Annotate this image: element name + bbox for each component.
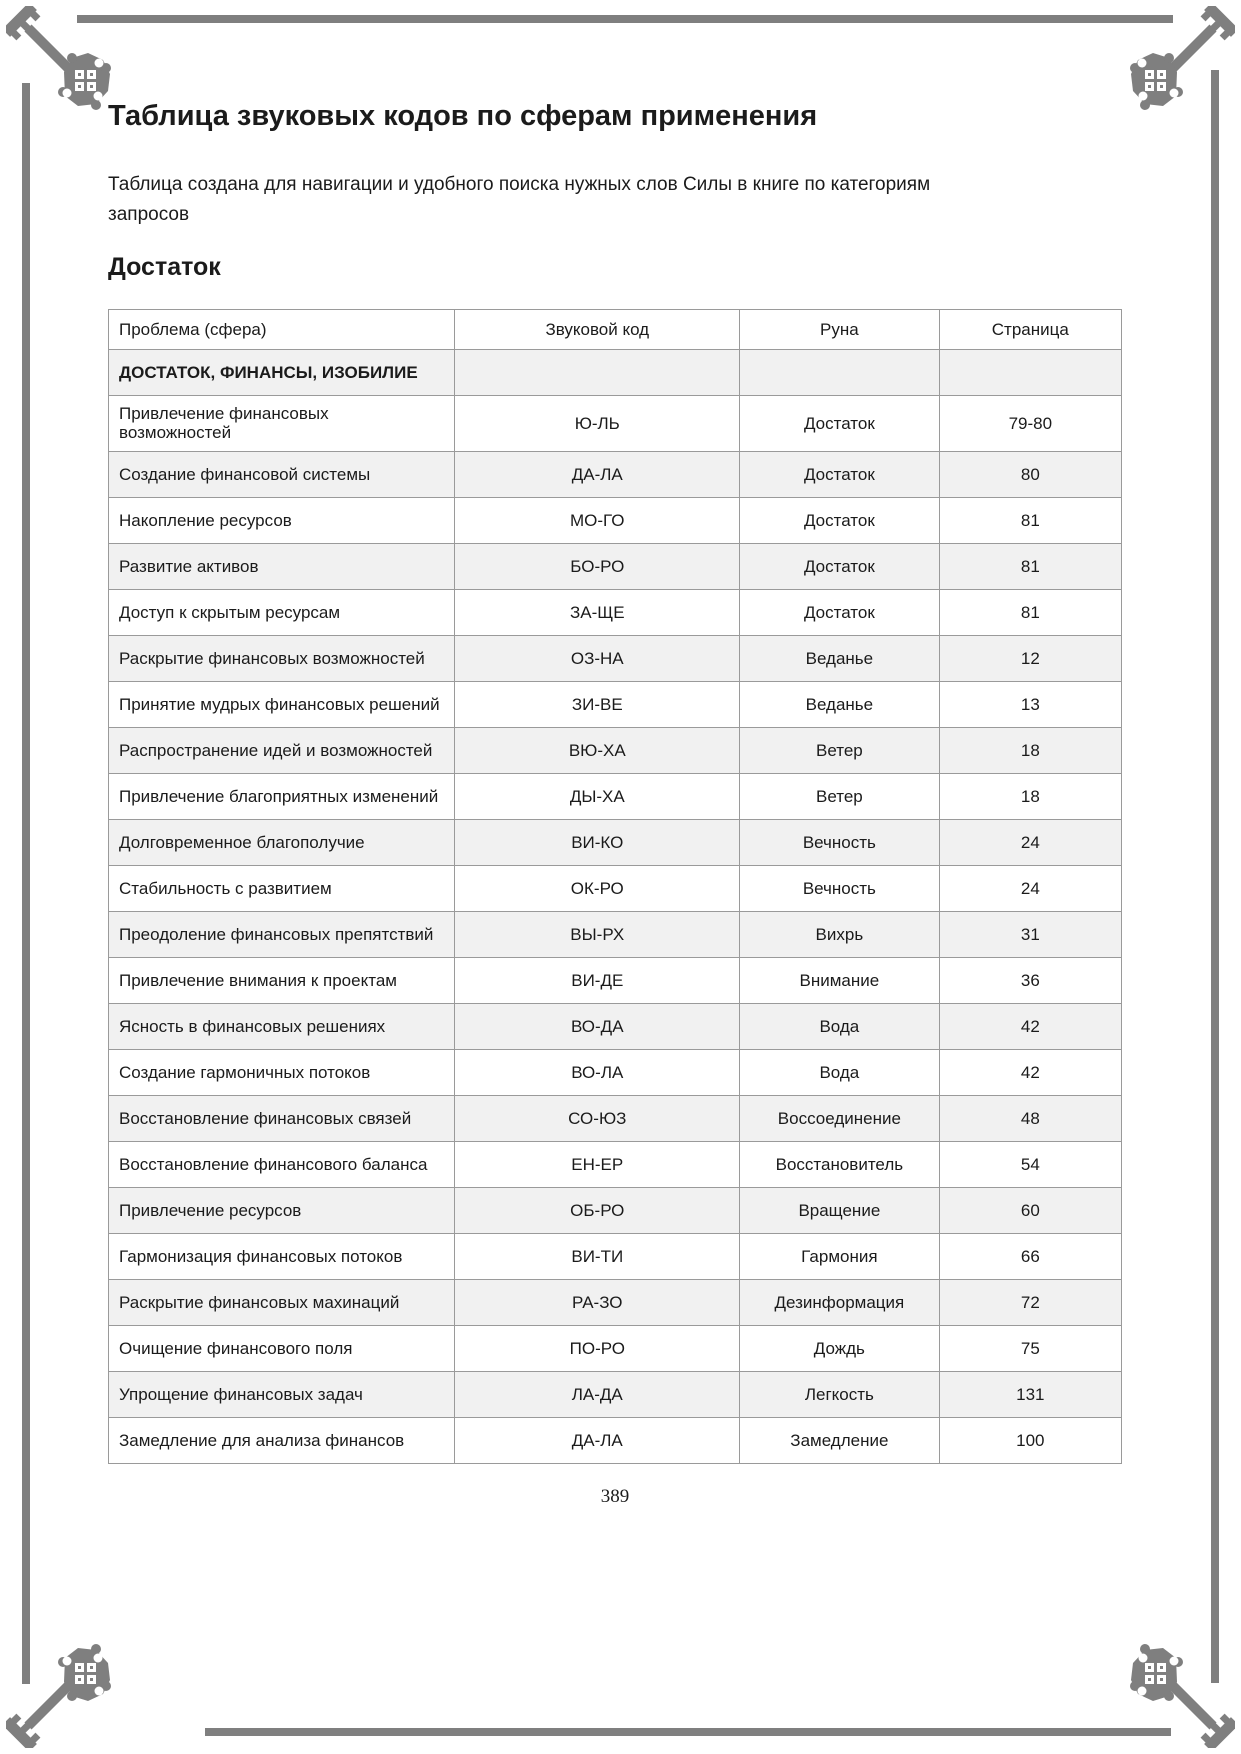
problem-cell: Привлечение ресурсов	[109, 1187, 455, 1233]
table-row	[109, 1003, 1122, 1049]
code-cell: РА-ЗО	[455, 1279, 740, 1325]
problem-cell: Замедление для анализа финансов	[109, 1417, 455, 1463]
page-cell: 131	[939, 1371, 1121, 1417]
code-cell: ВЮ-ХА	[455, 727, 740, 773]
table-row	[109, 865, 1122, 911]
column-header: Проблема (сфера)	[109, 309, 455, 349]
code-cell: ВИ-КО	[455, 819, 740, 865]
problem-cell: Преодоление финансовых препятствий	[109, 911, 455, 957]
page-cell: 72	[939, 1279, 1121, 1325]
table-row	[109, 635, 1122, 681]
code-cell: ЗИ-ВЕ	[455, 681, 740, 727]
code-cell: МО-ГО	[455, 497, 740, 543]
key-ornament-icon	[1115, 1628, 1235, 1748]
rune-cell: Достаток	[740, 589, 940, 635]
problem-cell: Очищение финансового поля	[109, 1325, 455, 1371]
group-header-label: ДОСТАТОК, ФИНАНСЫ, ИЗОБИЛИЕ	[109, 349, 455, 395]
page-cell: 42	[939, 1049, 1121, 1095]
table-row	[109, 497, 1122, 543]
page-cell: 60	[939, 1187, 1121, 1233]
problem-cell: Доступ к скрытым ресурсам	[109, 589, 455, 635]
problem-cell: Принятие мудрых финансовых решений	[109, 681, 455, 727]
code-cell: БО-РО	[455, 543, 740, 589]
page-content	[108, 100, 1122, 1508]
problem-cell: Создание финансовой системы	[109, 451, 455, 497]
table-row	[109, 395, 1122, 451]
page-cell: 13	[939, 681, 1121, 727]
page-cell: 31	[939, 911, 1121, 957]
page-subtitle: Таблица создана для навигации и удобного поиска нужных слов Силы в книге по категориям запросов	[108, 174, 931, 226]
frame-left-bar	[22, 83, 30, 1684]
page-cell: 54	[939, 1141, 1121, 1187]
problem-cell: Ясность в финансовых решениях	[109, 1003, 455, 1049]
table-row	[109, 1279, 1122, 1325]
page-cell: 18	[939, 773, 1121, 819]
table-row	[109, 911, 1122, 957]
problem-cell: Привлечение благоприятных изменений	[109, 773, 455, 819]
page-cell: 80	[939, 451, 1121, 497]
table-row	[109, 681, 1122, 727]
column-header: Звуковой код	[455, 309, 740, 349]
page-cell: 36	[939, 957, 1121, 1003]
problem-cell: Восстановление финансовых связей	[109, 1095, 455, 1141]
problem-cell: Стабильность с развитием	[109, 865, 455, 911]
rune-cell: Веданье	[740, 681, 940, 727]
table-row	[109, 773, 1122, 819]
table-row	[109, 451, 1122, 497]
group-header-empty-cell	[939, 349, 1121, 395]
problem-cell: Упрощение финансовых задач	[109, 1371, 455, 1417]
code-cell: ПО-РО	[455, 1325, 740, 1371]
code-cell: ДА-ЛА	[455, 1417, 740, 1463]
page-cell: 75	[939, 1325, 1121, 1371]
rune-cell: Вечность	[740, 865, 940, 911]
rune-cell: Вечность	[740, 819, 940, 865]
rune-cell: Ветер	[740, 727, 940, 773]
rune-cell: Вода	[740, 1003, 940, 1049]
table-row	[109, 1141, 1122, 1187]
table-row	[109, 589, 1122, 635]
code-cell: ЕН-ЕР	[455, 1141, 740, 1187]
code-cell: ОК-РО	[455, 865, 740, 911]
page-cell: 42	[939, 1003, 1121, 1049]
rune-cell: Гармония	[740, 1233, 940, 1279]
code-cell: ВЫ-РХ	[455, 911, 740, 957]
table-row	[109, 1325, 1122, 1371]
rune-cell: Веданье	[740, 635, 940, 681]
rune-cell: Замедление	[740, 1417, 940, 1463]
problem-cell: Развитие активов	[109, 543, 455, 589]
sound-codes-table	[108, 309, 1122, 1464]
section-heading: Достаток	[108, 253, 221, 282]
problem-cell: Создание гармоничных потоков	[109, 1049, 455, 1095]
problem-cell: Распространение идей и возможностей	[109, 727, 455, 773]
page-cell: 81	[939, 497, 1121, 543]
code-cell: Ю-ЛЬ	[455, 395, 740, 451]
column-header: Руна	[740, 309, 940, 349]
page-title: Таблица звуковых кодов по сферам применения	[108, 100, 818, 132]
page-cell: 18	[939, 727, 1121, 773]
problem-cell: Накопление ресурсов	[109, 497, 455, 543]
rune-cell: Ветер	[740, 773, 940, 819]
code-cell: ВО-ДА	[455, 1003, 740, 1049]
problem-cell: Раскрытие финансовых возможностей	[109, 635, 455, 681]
code-cell: ОЗ-НА	[455, 635, 740, 681]
table-row	[109, 543, 1122, 589]
code-cell: ЗА-ЩЕ	[455, 589, 740, 635]
frame-bottom-bar	[205, 1728, 1171, 1736]
table-header-row	[109, 309, 1122, 349]
code-cell: СО-ЮЗ	[455, 1095, 740, 1141]
code-cell: ВО-ЛА	[455, 1049, 740, 1095]
problem-cell: Восстановление финансового баланса	[109, 1141, 455, 1187]
key-ornament-icon	[6, 1628, 126, 1748]
group-header-row	[109, 349, 1122, 395]
rune-cell: Достаток	[740, 395, 940, 451]
rune-cell: Дезинформация	[740, 1279, 940, 1325]
code-cell: ОБ-РО	[455, 1187, 740, 1233]
page-cell: 79-80	[939, 395, 1121, 451]
rune-cell: Достаток	[740, 497, 940, 543]
page-cell: 100	[939, 1417, 1121, 1463]
table-row	[109, 1371, 1122, 1417]
page-cell: 81	[939, 543, 1121, 589]
code-cell: ДЫ-ХА	[455, 773, 740, 819]
rune-cell: Легкость	[740, 1371, 940, 1417]
problem-cell: Раскрытие финансовых махинаций	[109, 1279, 455, 1325]
table-row	[109, 819, 1122, 865]
problem-cell: Привлечение внимания к проектам	[109, 957, 455, 1003]
table-row	[109, 1233, 1122, 1279]
rune-cell: Воссоединение	[740, 1095, 940, 1141]
rune-cell: Достаток	[740, 451, 940, 497]
rune-cell: Внимание	[740, 957, 940, 1003]
frame-right-bar	[1211, 70, 1219, 1683]
page-cell: 24	[939, 865, 1121, 911]
table-row	[109, 1049, 1122, 1095]
rune-cell: Вращение	[740, 1187, 940, 1233]
table-row	[109, 1187, 1122, 1233]
code-cell: ЛА-ДА	[455, 1371, 740, 1417]
rune-cell: Вода	[740, 1049, 940, 1095]
code-cell: ДА-ЛА	[455, 451, 740, 497]
table-row	[109, 957, 1122, 1003]
table-row	[109, 727, 1122, 773]
table-row	[109, 1095, 1122, 1141]
rune-cell: Достаток	[740, 543, 940, 589]
frame-top-bar	[77, 15, 1173, 23]
problem-cell: Гармонизация финансовых потоков	[109, 1233, 455, 1279]
key-ornament-icon	[1115, 6, 1235, 126]
page-cell: 66	[939, 1233, 1121, 1279]
problem-cell: Долговременное благополучие	[109, 819, 455, 865]
group-header-empty-cell	[455, 349, 740, 395]
rune-cell: Восстановитель	[740, 1141, 940, 1187]
page-cell: 24	[939, 819, 1121, 865]
page-cell: 81	[939, 589, 1121, 635]
code-cell: ВИ-ДЕ	[455, 957, 740, 1003]
table-row	[109, 1417, 1122, 1463]
rune-cell: Вихрь	[740, 911, 940, 957]
problem-cell: Привлечение финансовых возможностей	[109, 395, 455, 451]
rune-cell: Дождь	[740, 1325, 940, 1371]
group-header-empty-cell	[740, 349, 940, 395]
page-cell: 12	[939, 635, 1121, 681]
page-cell: 48	[939, 1095, 1121, 1141]
code-cell: ВИ-ТИ	[455, 1233, 740, 1279]
page-number: 389	[600, 1485, 630, 1507]
column-header: Страница	[939, 309, 1121, 349]
table-body	[109, 349, 1122, 1463]
